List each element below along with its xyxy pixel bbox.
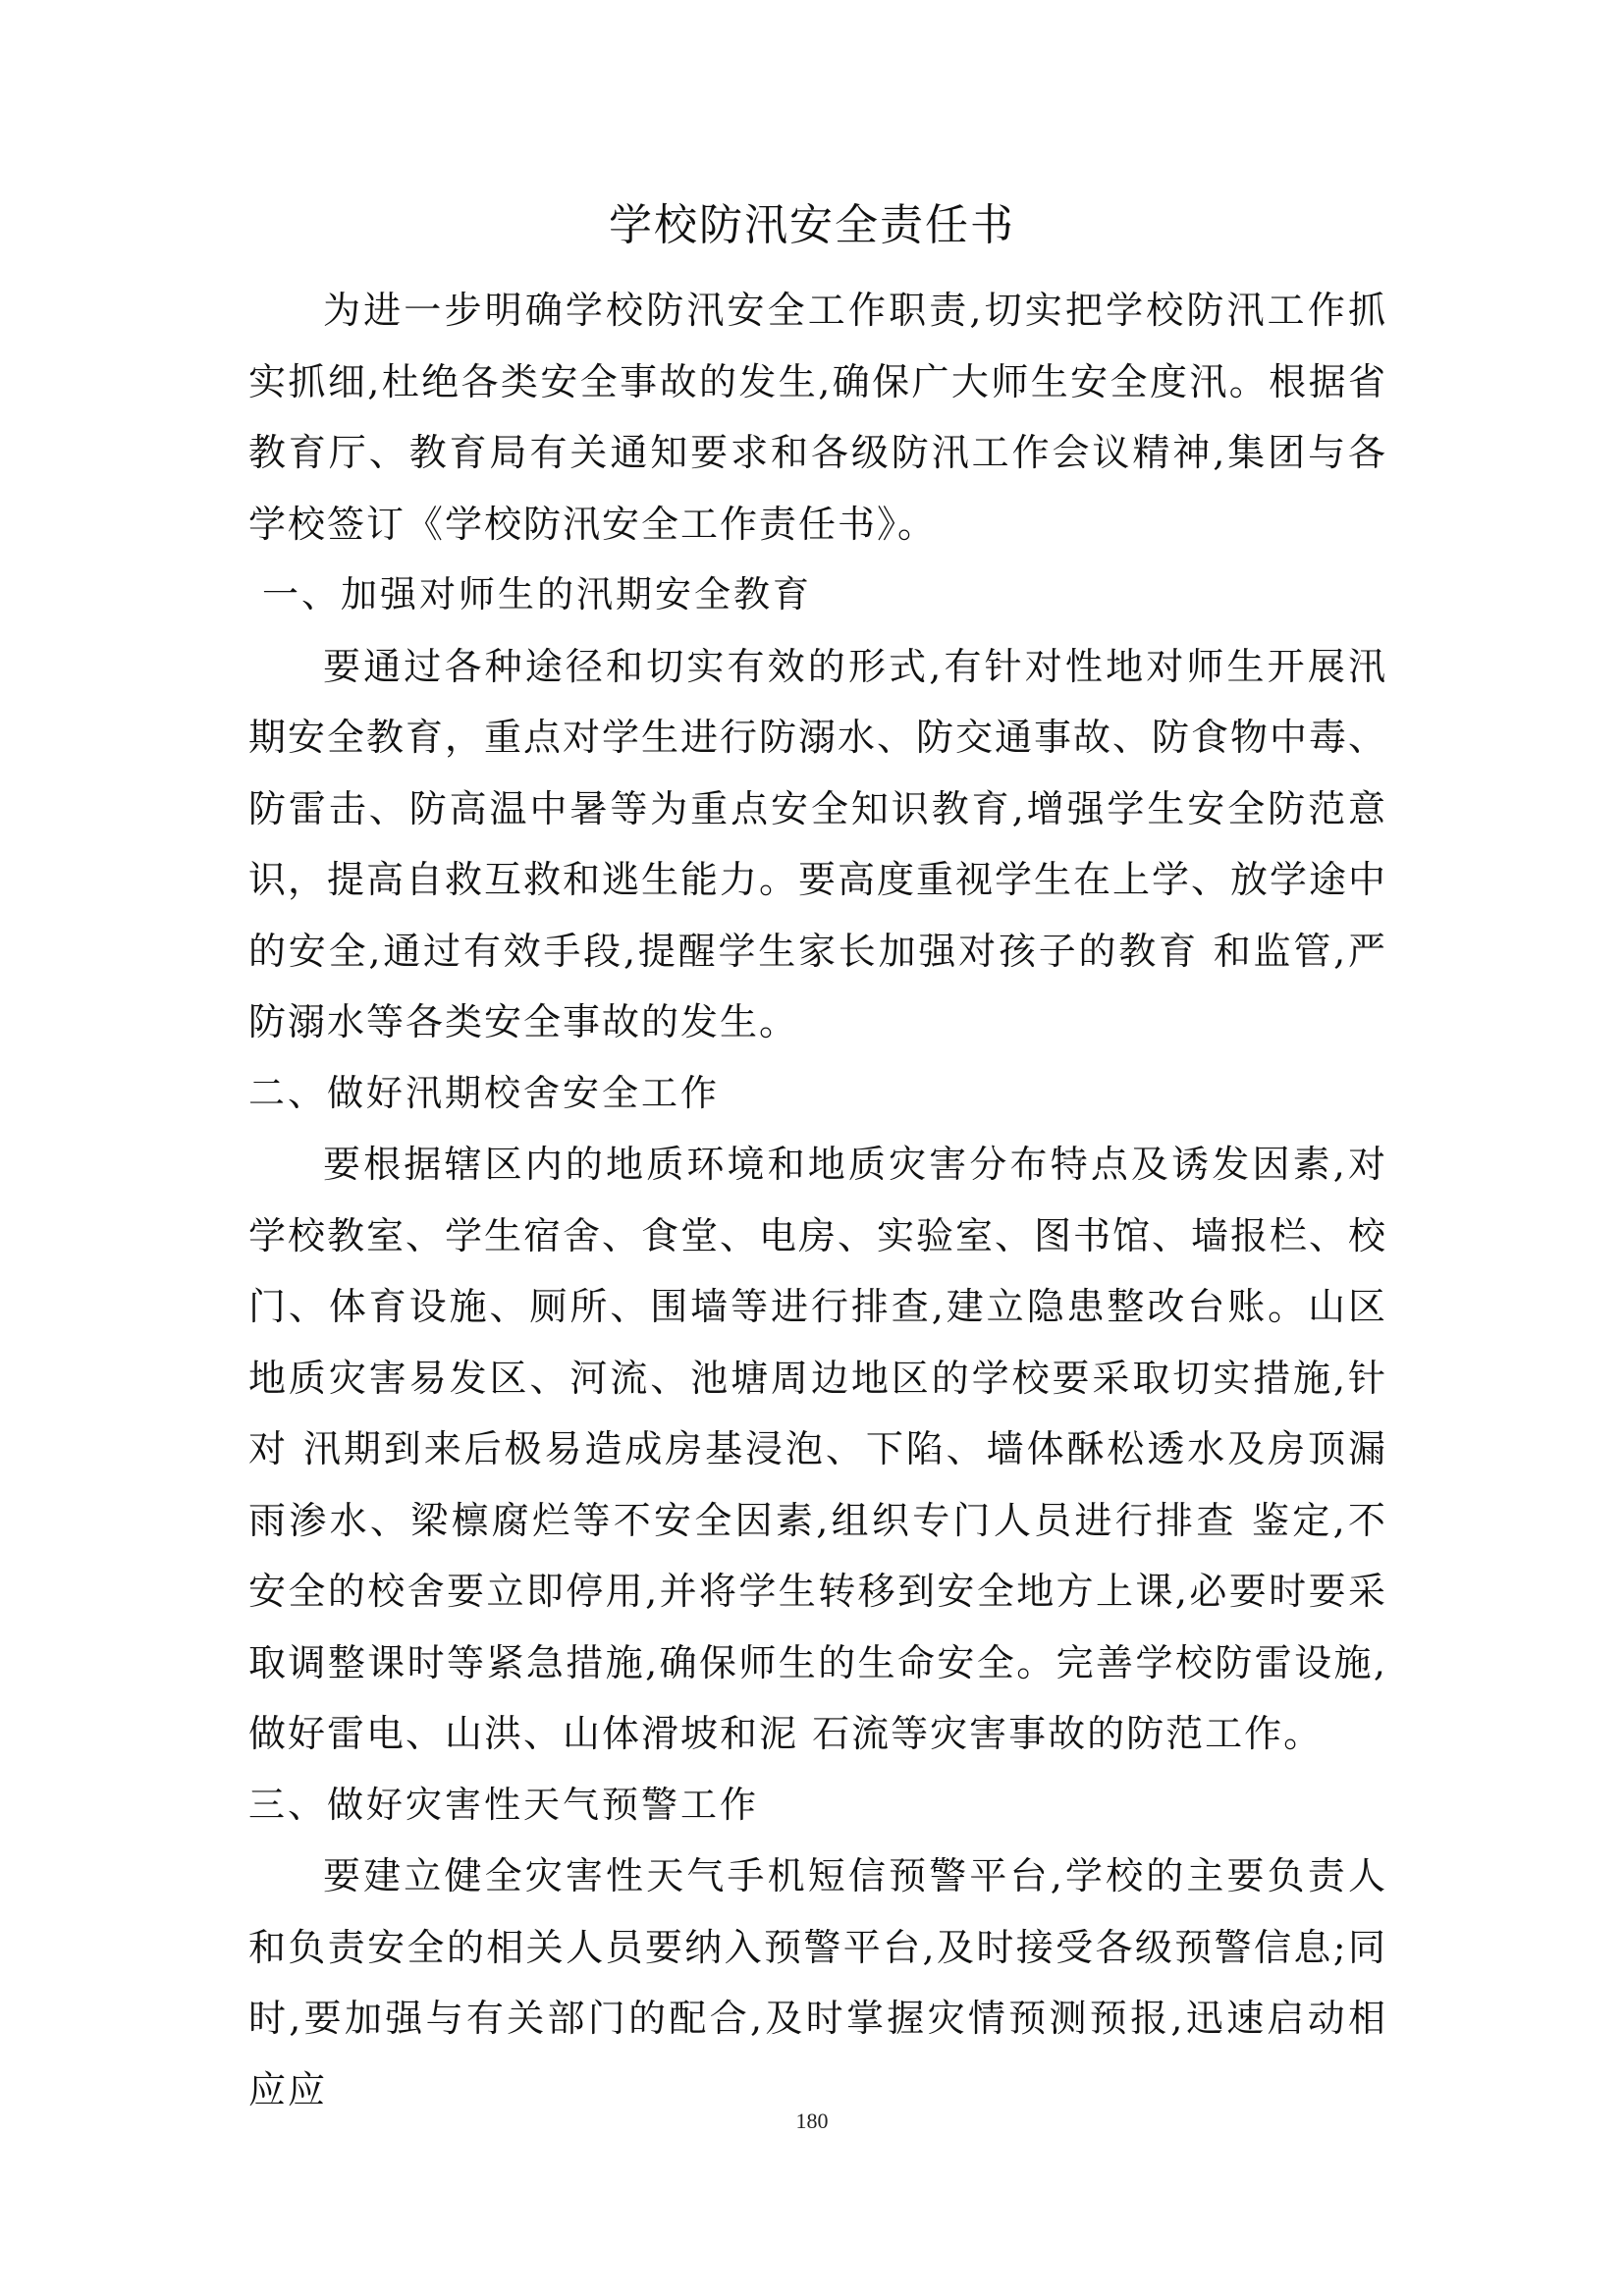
- section-heading-1: 一、加强对师生的汛期安全教育: [262, 573, 812, 615]
- document-title: 学校防汛安全责任书: [609, 200, 1015, 250]
- section-heading-2: 二、做好汛期校舍安全工作: [248, 1071, 720, 1114]
- page-number: 180: [795, 2109, 829, 2133]
- section-paragraph-1: 要通过各种途径和切实有效的形式,有针对性地对师生开展汛期安全教育，重点对学生进行防溺水、防交通事故、防食物中毒、防雷击、防高温中暑等为重点安全知识教育,增强学生安全防范意识，提高自救互救和逃生能力。要高度重视学生在上学、放学途中的安全,通过有效手段,提醒学生家长加强对孩子的教育 和监管,严防溺水等各类安全事故的发生。: [248, 644, 1388, 1043]
- document-body: [248, 275, 1387, 2125]
- intro-paragraph: 为进一步明确学校防汛安全工作职责,切实把学校防汛工作抓实抓细,杜绝各类安全事故的发生,确保广大师生安全度汛。根据省教育厅、教育局有关通知要求和各级防汛工作会议精神,集团与各学校签订《学校防汛安全工作责任书》。: [248, 289, 1387, 546]
- section-heading-3: 三、做好灾害性天气预警工作: [248, 1783, 759, 1826]
- section-paragraph-2: 要根据辖区内的地质环境和地质灾害分布特点及诱发因素,对学校教室、学生宿舍、食堂、电房、实验室、图书馆、墙报栏、校门、体育设施、厕所、围墙等进行排查,建立隐患整改台账。山区地质灾害易发区、河流、池塘周边地区的学校要采取切实措施,针对 汛期到来后极易造成房基浸泡、下陷、墙体酥松透水及房顶漏雨渗水、梁檩腐烂等不安全因素,组织专门人员进行排查 鉴定,不安全的校舍要立即停用,并将学生转移到安全地方上课,必要时要采取调整课时等紧急措施,确保师生的生命安全。完善学校防雷设施,做好雷电、山洪、山体滑坡和泥 石流等灾害事故的防范工作。: [248, 1143, 1388, 1755]
- section-paragraph-3: 要建立健全灾害性天气手机短信预警平台,学校的主要负责人和负责安全的相关人员要纳入预警平台,及时接受各级预警信息;同时,要加强与有关部门的配合,及时掌握灾情预测预报,迅速启动相应应: [248, 1854, 1387, 2111]
